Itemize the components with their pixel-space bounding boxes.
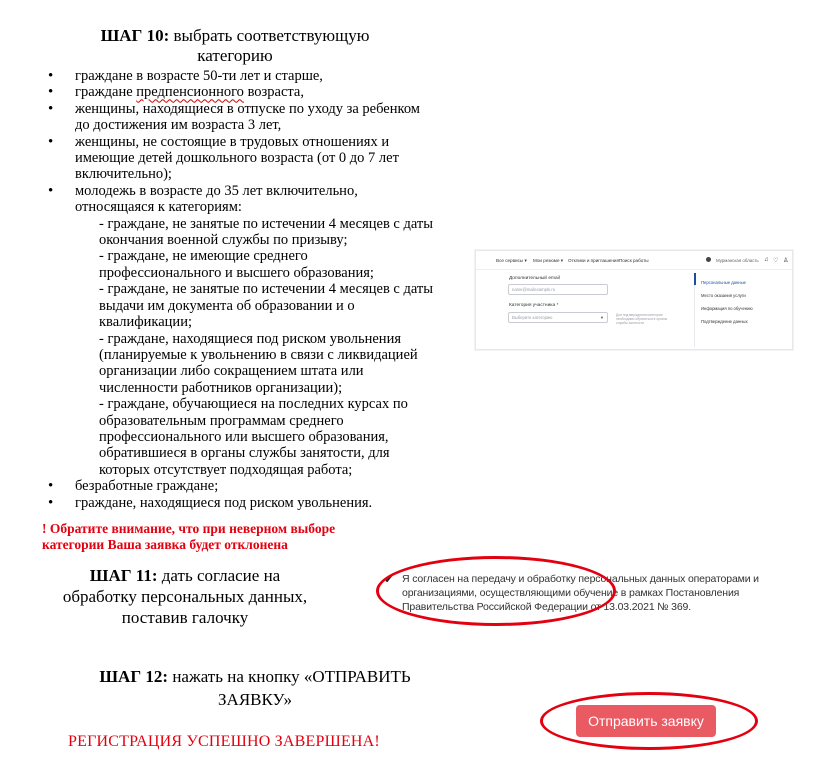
step-12-text: нажать на кнопку «ОТПРАВИТЬ [168, 667, 411, 686]
nav-item-my-resumes[interactable]: Мои резюме ▾ [533, 258, 564, 263]
sidebar-item-personal-data[interactable]: Персональные данные [701, 280, 746, 285]
category-list [48, 68, 433, 511]
sub-list-item: - граждане, не занятые по истечении 4 месяцев с даты выдачи им документа об образовании и о квалификации; [99, 281, 433, 331]
list-item: • женщины, находящиеся в отпуске по уходу за ребенком до достижения им возраста 3 лет, [48, 101, 433, 134]
sidebar-item-confirmation[interactable]: Подтверждение данных [701, 319, 748, 324]
step-11-number: ШАГ 11: [89, 566, 158, 585]
nav-item-all-services[interactable]: Все сервисы ▾ [496, 258, 527, 263]
form-screenshot [475, 250, 793, 350]
email-field[interactable]: name@mailexample.ru [508, 284, 608, 295]
user-icon[interactable]: ♙ [783, 258, 789, 264]
chevron-down-icon: ▼ [600, 315, 604, 320]
warning-note: ! Обратите внимание, что при неверном выборе категории Ваша заявка будет отклонена [42, 521, 336, 552]
step-10-number: ШАГ 10: [100, 26, 170, 45]
list-item [48, 183, 433, 478]
sidebar-item-service-place[interactable]: Место оказания услуги [701, 293, 746, 298]
category-placeholder: Выберите категорию [512, 315, 553, 320]
category-label: Категория участника * [509, 303, 559, 308]
list-item-text: молодежь в возрасте до 35 лет включительно, относящаяся к категориям: [75, 182, 358, 216]
submit-application-button[interactable]: Отправить заявку [576, 705, 716, 737]
step-10-text-line2: категорию [197, 46, 273, 65]
step-11-text-line3: поставив галочку [121, 608, 249, 627]
category-select[interactable] [508, 312, 608, 323]
list-item: • граждане, находящиеся под риском увольнения. [48, 495, 433, 511]
sub-list-item: - граждане, находящиеся под риском увольнения (планируемые к увольнению в связи с ликвидацией организации либо сокращением штата или численности работников организации); [99, 330, 418, 396]
category-hint: Для подтверждения категории необходимо обратиться в органы службы занятости [616, 313, 668, 325]
sub-list-item: - граждане, не занятые по истечении 4 месяцев с даты окончания военной службы по призыву; [99, 215, 433, 249]
step-10-heading [55, 26, 415, 66]
step-10-text: выбрать соответствующую [169, 26, 370, 45]
list-item: • граждане предпенсионного возраста, [48, 84, 433, 100]
step-11-heading [20, 565, 350, 628]
active-indicator [694, 273, 696, 285]
sub-list-item: - граждане, не имеющие среднего профессионального и высшего образования; [99, 248, 374, 281]
highlight-ellipse-consent [376, 556, 616, 626]
registration-success-message: РЕГИСТРАЦИЯ УСПЕШНО ЗАВЕРШЕНА! [68, 733, 380, 750]
highlight-ellipse-submit [540, 692, 758, 750]
sidebar-item-training-info[interactable]: Информация по обучению [701, 306, 753, 311]
step-11-text-line2: обработку персональных данных, [62, 587, 308, 606]
list-item: • граждане в возрасте 50-ти лет и старше, [48, 68, 433, 84]
bell-icon[interactable]: ♫ [764, 257, 769, 263]
accessibility-eye-icon[interactable] [706, 257, 711, 262]
region-selector[interactable]: Мурманская область [716, 258, 759, 263]
step-12-heading [60, 665, 450, 711]
consent-text: Я согласен на передачу и обработку персональных данных операторами и организациями, осуществляющими обучение в рамках Постановления Правительства Российской Федерации от 13.03.2021 № 369. [402, 573, 759, 613]
checkmark-icon[interactable]: ✔ [384, 572, 395, 586]
step-12-number: ШАГ 12: [99, 667, 169, 686]
step-12-text-line2: ЗАЯВКУ» [218, 690, 292, 709]
nav-item-responses[interactable]: Отклики и приглашения [568, 258, 619, 263]
list-item: • женщины, не состоящие в трудовых отношениях и имеющие детей дошкольного возраста (от 0 до 7 лет включительно); [48, 134, 433, 183]
nav-item-job-search[interactable]: Поиск работы [619, 258, 649, 263]
youth-subcategories [75, 216, 433, 479]
site-header [476, 251, 792, 270]
list-item: • безработные граждане; [48, 478, 433, 494]
email-label: Дополнительный email [509, 276, 560, 281]
step-11-text: дать согласие на [157, 566, 281, 585]
form-sidebar [694, 273, 791, 347]
sub-list-item: - граждане, обучающиеся на последних курсах по образовательным программам среднего профессионального или высшего образования, обратившиеся в органы службы занятости, для которых отсутствует подходящая работа; [99, 396, 408, 478]
heart-icon[interactable]: ♡ [773, 258, 779, 264]
